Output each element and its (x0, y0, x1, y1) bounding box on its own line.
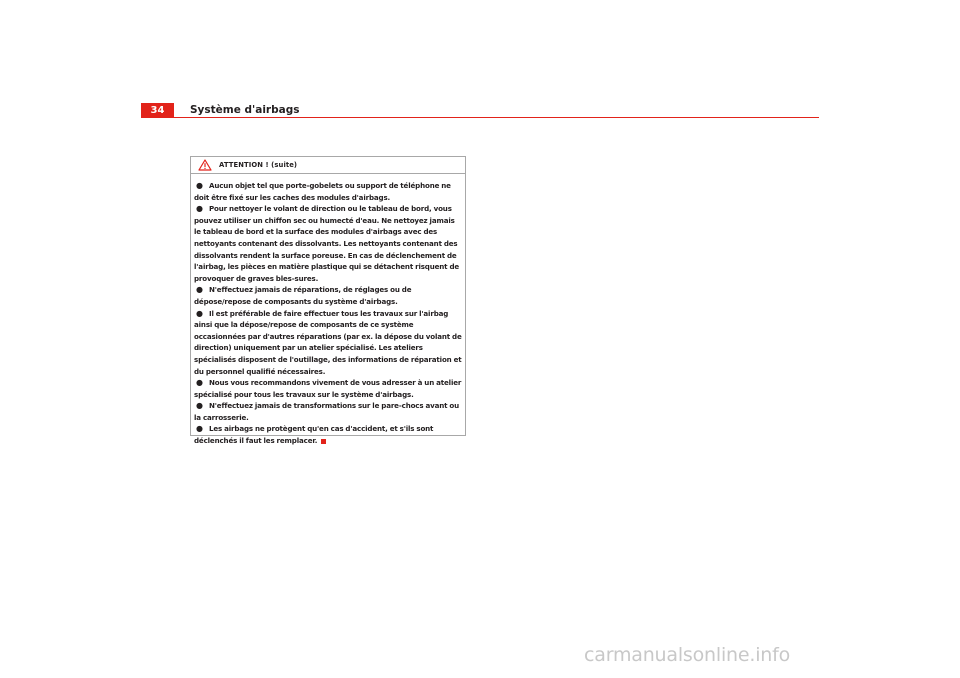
list-item-text: Aucun objet tel que porte-gobelets ou support de téléphone ne doit être fixé sur les caches des modules d'airbags. (194, 181, 451, 202)
list-item-text: N'effectuez jamais de réparations, de réglages ou de dépose/repose de composants du système d'airbags. (194, 285, 412, 306)
list-item-text: Pour nettoyer le volant de direction ou le tableau de bord, vous pouvez utiliser un chiffon sec ou humecté d'eau. Ne nettoyez jamais le tableau de bord et la surface des modules d'airbags avec des nettoyants contenant des dissolvants. Les nettoyants contenant des dissolvants rendent la surface poreuse. En cas de déclenchement de l'airbag, les pièces en matière plastique qui se détachent risquent de provoquer de graves bles-sures. (194, 204, 460, 283)
watermark: carmanualsonline.info (584, 644, 791, 666)
bullet-icon: ● (196, 181, 203, 190)
list-item (194, 284, 462, 307)
section-title: Système d'airbags (190, 104, 300, 116)
list-item (194, 400, 462, 423)
list-item-text: Nous vous recommandons vivement de vous adresser à un atelier spécialisé pour tous les travaux sur le système d'airbags. (194, 378, 462, 399)
bullet-icon: ● (196, 401, 203, 411)
warning-list (194, 174, 462, 447)
bullet-icon: ● (196, 378, 203, 388)
page-number: 34 (141, 103, 174, 118)
warning-title: ATTENTION ! (suite) (219, 161, 298, 169)
list-item-text: Les airbags ne protègent qu'en cas d'accident, et s'ils sont déclenchés il faut les remplacer. (194, 424, 434, 446)
warning-triangle-icon (198, 159, 212, 171)
bullet-icon: ● (196, 424, 203, 434)
list-item (194, 377, 462, 400)
bullet-icon: ● (196, 308, 203, 318)
list-item (194, 180, 462, 203)
list-item (194, 203, 462, 284)
list-item-text: Il est préférable de faire effectuer tous les travaux sur l'airbag ainsi que la dépose/repose de composants de ce système occasionnées par d'autres réparations (par ex. la dépose du volant de direction) uniquement par un atelier spécialisé. Les ateliers spécialisés disposent de l'outillage, des informations de réparation et du personnel qualifié nécessaires. (194, 308, 462, 376)
list-item-text: N'effectuez jamais de transformations sur le pare-chocs avant ou la carrosserie. (194, 401, 459, 422)
list-item (194, 308, 462, 378)
section-end-icon (321, 439, 326, 444)
list-item (194, 423, 462, 446)
warning-box (190, 156, 466, 446)
bullet-icon: ● (196, 285, 203, 295)
bullet-icon: ● (196, 204, 203, 214)
header-divider (141, 117, 819, 118)
warning-header (191, 157, 465, 174)
